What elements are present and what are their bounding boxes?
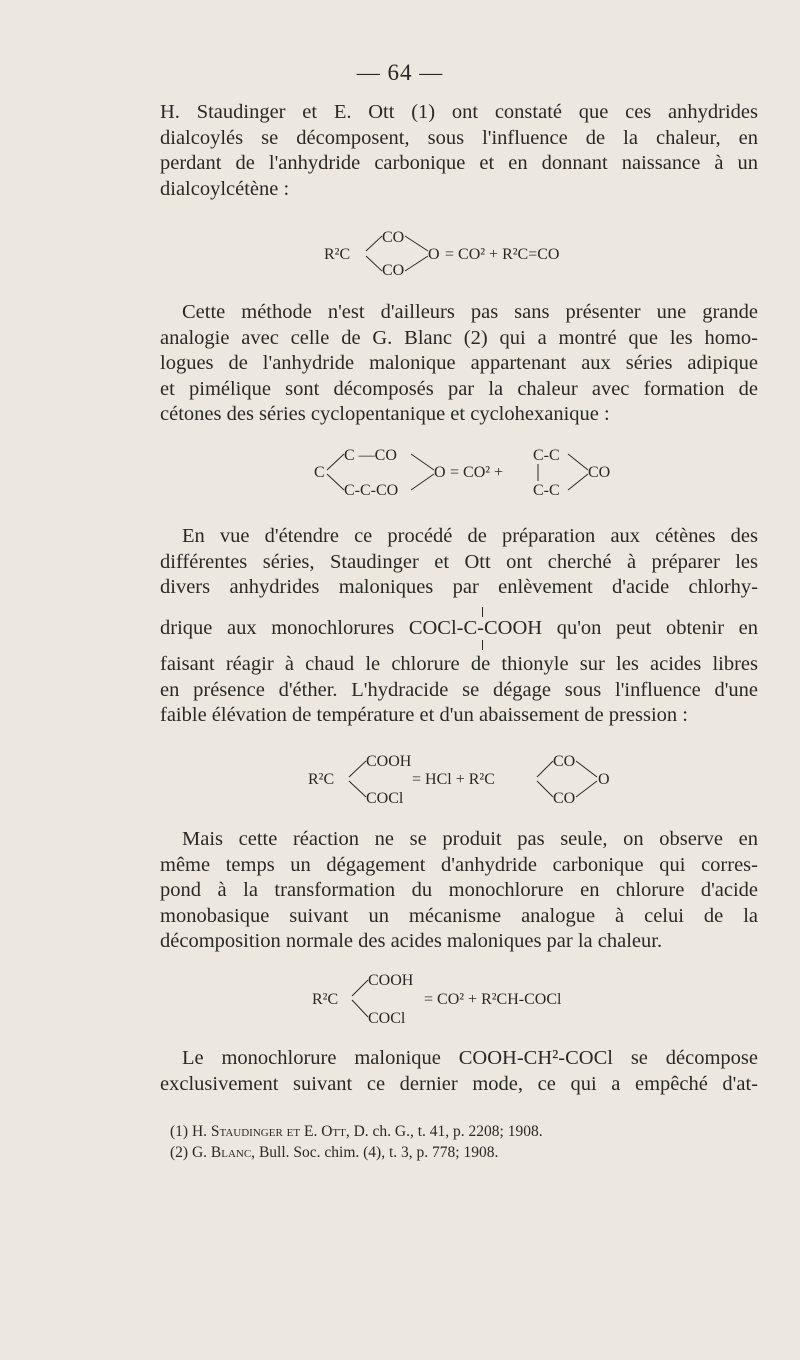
text-line: Cette méthode n'est d'ailleurs pas sans présenter une grande	[182, 301, 758, 323]
text-line: décomposition normale des acides maloniques par la chaleur.	[160, 930, 663, 953]
paragraph-1	[160, 100, 758, 202]
formula-svg	[0, 218, 800, 288]
formula-text: COCl	[368, 1010, 406, 1027]
formula-text: CO	[588, 464, 611, 481]
formula-text: O	[598, 771, 610, 788]
text-line: H. Staudinger et E. Ott (1) ont constaté que ces anhydrides	[160, 101, 758, 123]
paragraph-2	[160, 300, 758, 428]
formula-text: O	[428, 246, 440, 263]
text-line: logues de l'anhydride malonique appartenant aux séries adipique	[160, 352, 758, 375]
formula-text: COCl	[366, 790, 404, 807]
formula-text: C-C	[533, 447, 560, 464]
formula-text: C	[314, 464, 325, 481]
formula-cyclic-ketones	[0, 440, 800, 510]
footnote-1	[170, 1122, 760, 1142]
formula-text: = CO² +	[450, 464, 504, 481]
page-number: — 64 —	[356, 60, 444, 85]
formula-text: CO	[382, 229, 405, 246]
formula-monochlorure-co2	[0, 962, 800, 1032]
paragraph-3-continued	[160, 616, 758, 642]
text-line: en présence d'éther. L'hydracide se dégage sous l'influence d'une	[160, 678, 758, 701]
text-line: dialcoylés se décomposent, sous l'influence de la chaleur, en	[160, 126, 758, 149]
formula-anhydride-decomposition	[0, 218, 800, 288]
bond-lines	[352, 980, 368, 1017]
text-line: faible élévation de température et d'un abaissement de pression :	[160, 704, 688, 727]
paragraph-5	[160, 1046, 758, 1097]
footnote-reference: Bull. Soc. chim. (4), t. 3, p. 778; 1908.	[258, 1144, 499, 1161]
formula-text: = HCl + R²C	[412, 771, 495, 788]
bond-mark-down	[482, 640, 483, 650]
paragraph-4	[160, 827, 758, 955]
formula-monochlorure-hcl	[0, 746, 800, 816]
formula-text: = CO² + R²CH-COCl	[424, 991, 562, 1008]
formula-text: CO	[382, 262, 405, 279]
formula-svg	[0, 746, 800, 816]
text-line: dialcoylcétène :	[160, 177, 290, 200]
formula-text: C-C-CO	[344, 482, 399, 499]
text-line: En vue d'étendre ce procédé de préparation aux cétènes des	[182, 525, 758, 547]
text-line: pond à la transformation du monochlorure en chlorure d'acide	[160, 879, 758, 902]
text-line: faisant réagir à chaud le chlorure de thionyle sur les acides libres	[160, 653, 758, 675]
text-line: différentes séries, Staudinger et Ott ont cherché à préparer les	[160, 550, 758, 573]
formula-text: R²C	[312, 991, 339, 1008]
footnote-reference: D. ch. G., t. 41, p. 2208; 1908.	[353, 1123, 543, 1140]
paragraph-3	[160, 524, 758, 601]
footnote-2	[170, 1143, 760, 1163]
text-line: monobasique suivant un mécanisme analogue à celui de la	[160, 904, 758, 927]
text-line: drique aux monochlorures COCl-C-COOH qu'on peut obtenir en	[160, 617, 758, 639]
bond-mark-up	[482, 607, 483, 617]
footnote-author: G. Blanc,	[191, 1144, 256, 1161]
formula-text: R²C	[308, 771, 335, 788]
formula-text: CO	[553, 790, 576, 807]
footnote-number: (2)	[170, 1144, 189, 1161]
text-line: même temps un dégagement d'anhydride carbonique qui corres-	[160, 853, 758, 876]
text-line: cétones des séries cyclopentanique et cyclohexanique :	[160, 403, 610, 426]
formula-text: COOH	[368, 972, 414, 989]
text-line: exclusivement suivant ce dernier mode, ce qui a empêché d'at-	[160, 1072, 758, 1095]
formula-text: CO	[553, 753, 576, 770]
text-line: Le monochlorure malonique COOH-CH²-COCl se décompose	[182, 1047, 758, 1069]
formula-text: COOH	[366, 753, 412, 770]
text-line: et pimélique sont décomposés par la chaleur avec formation de	[160, 377, 758, 400]
text-line: divers anhydrides maloniques par enlèvement d'acide chlorhy-	[160, 576, 758, 599]
formula-text: R²C	[324, 246, 351, 263]
paragraph-3-end	[160, 652, 758, 729]
formula-text: C —CO	[344, 447, 397, 464]
text-line: Mais cette réaction ne se produit pas seule, on observe en	[182, 828, 758, 850]
formula-text: = CO² + R²C=CO	[445, 246, 560, 263]
formula-text: C-C	[533, 482, 560, 499]
formula-svg	[0, 440, 800, 510]
text-line: perdant de l'anhydride carbonique et en donnant naissance à un	[160, 152, 758, 175]
footnote-author: H. Staudinger et E. Ott,	[191, 1123, 350, 1140]
formula-svg	[0, 962, 800, 1032]
formula-text: O	[434, 464, 446, 481]
text-line: analogie avec celle de G. Blanc (2) qui a montré que les homo-	[160, 326, 758, 349]
footnote-number: (1)	[170, 1123, 189, 1140]
